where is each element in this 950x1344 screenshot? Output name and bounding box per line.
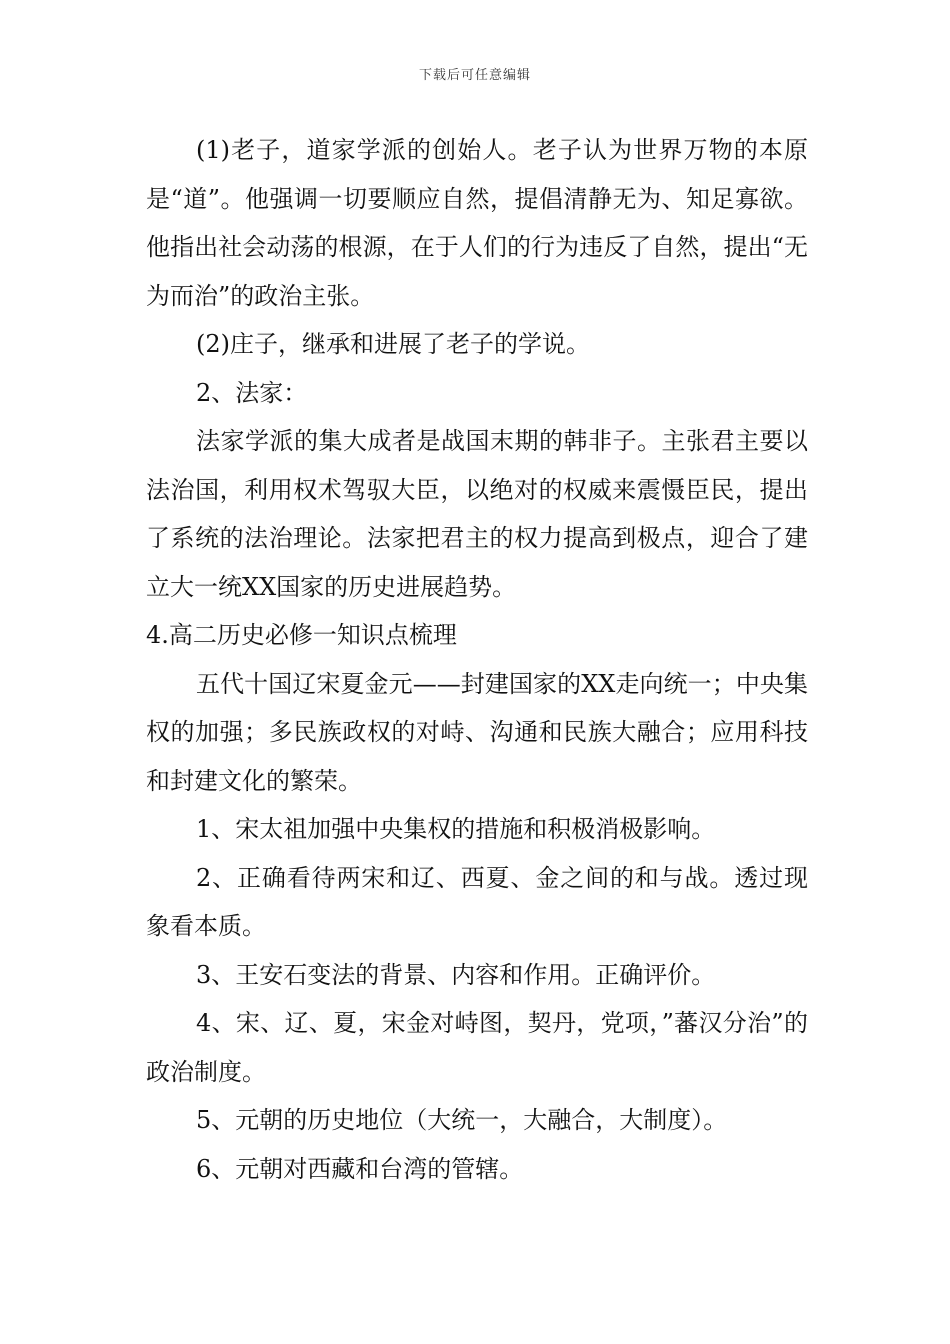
page-header: 下载后可任意编辑 [418,68,531,83]
list-item-5: 5、元朝的历史地位（大统一，大融合，大制度）。 [196,1106,728,1134]
list-item-2: 2、正确看待两宋和辽、西夏、金之间的和与战。透过现象看本质。 [146,863,808,940]
paragraph-laozi: (1)老子，道家学派的创始人。老子认为世界万物的本原是“道”。他强调一切要顺应自然，提倡清静无为、知足寡欲。他指出社会动荡的根源，在于人们的行为违反了自然，提出“无为而治”的政治主张。 [146,136,808,310]
section-heading: 4.高二历史必修一知识点梳理 [146,621,457,649]
list-item-6: 6、元朝对西藏和台湾的管辖。 [196,1154,524,1183]
paragraph-wudai: 五代十国辽宋夏金元——封建国家的XX走向统一；中央集权的加强；多民族政权的对峙、沟通和民族大融合；应用科技和封建文化的繁荣。 [146,669,808,795]
paragraph-fajia-title: 2、法家： [196,378,308,407]
paragraph-zhuangzi: (2)庄子，继承和进展了老子的学说。 [196,330,590,358]
list-item-1: 1、宋太祖加强中央集权的措施和积极消极影响。 [196,815,716,843]
document-body [146,126,808,1193]
paragraph-fajia-body: 法家学派的集大成者是战国末期的韩非子。主张君主要以法治国，利用权术驾驭大臣，以绝对的权威来震慑臣民，提出了系统的法治理论。法家把君主的权力提高到极点，迎合了建立大一统XX国家的历史进展趋势。 [146,427,808,601]
list-item-4: 4、宋、辽、夏，宋金对峙图，契丹，党项，”蕃汉分治”的政治制度。 [146,1009,808,1086]
list-item-3: 3、王安石变法的背景、内容和作用。正确评价。 [196,960,716,989]
